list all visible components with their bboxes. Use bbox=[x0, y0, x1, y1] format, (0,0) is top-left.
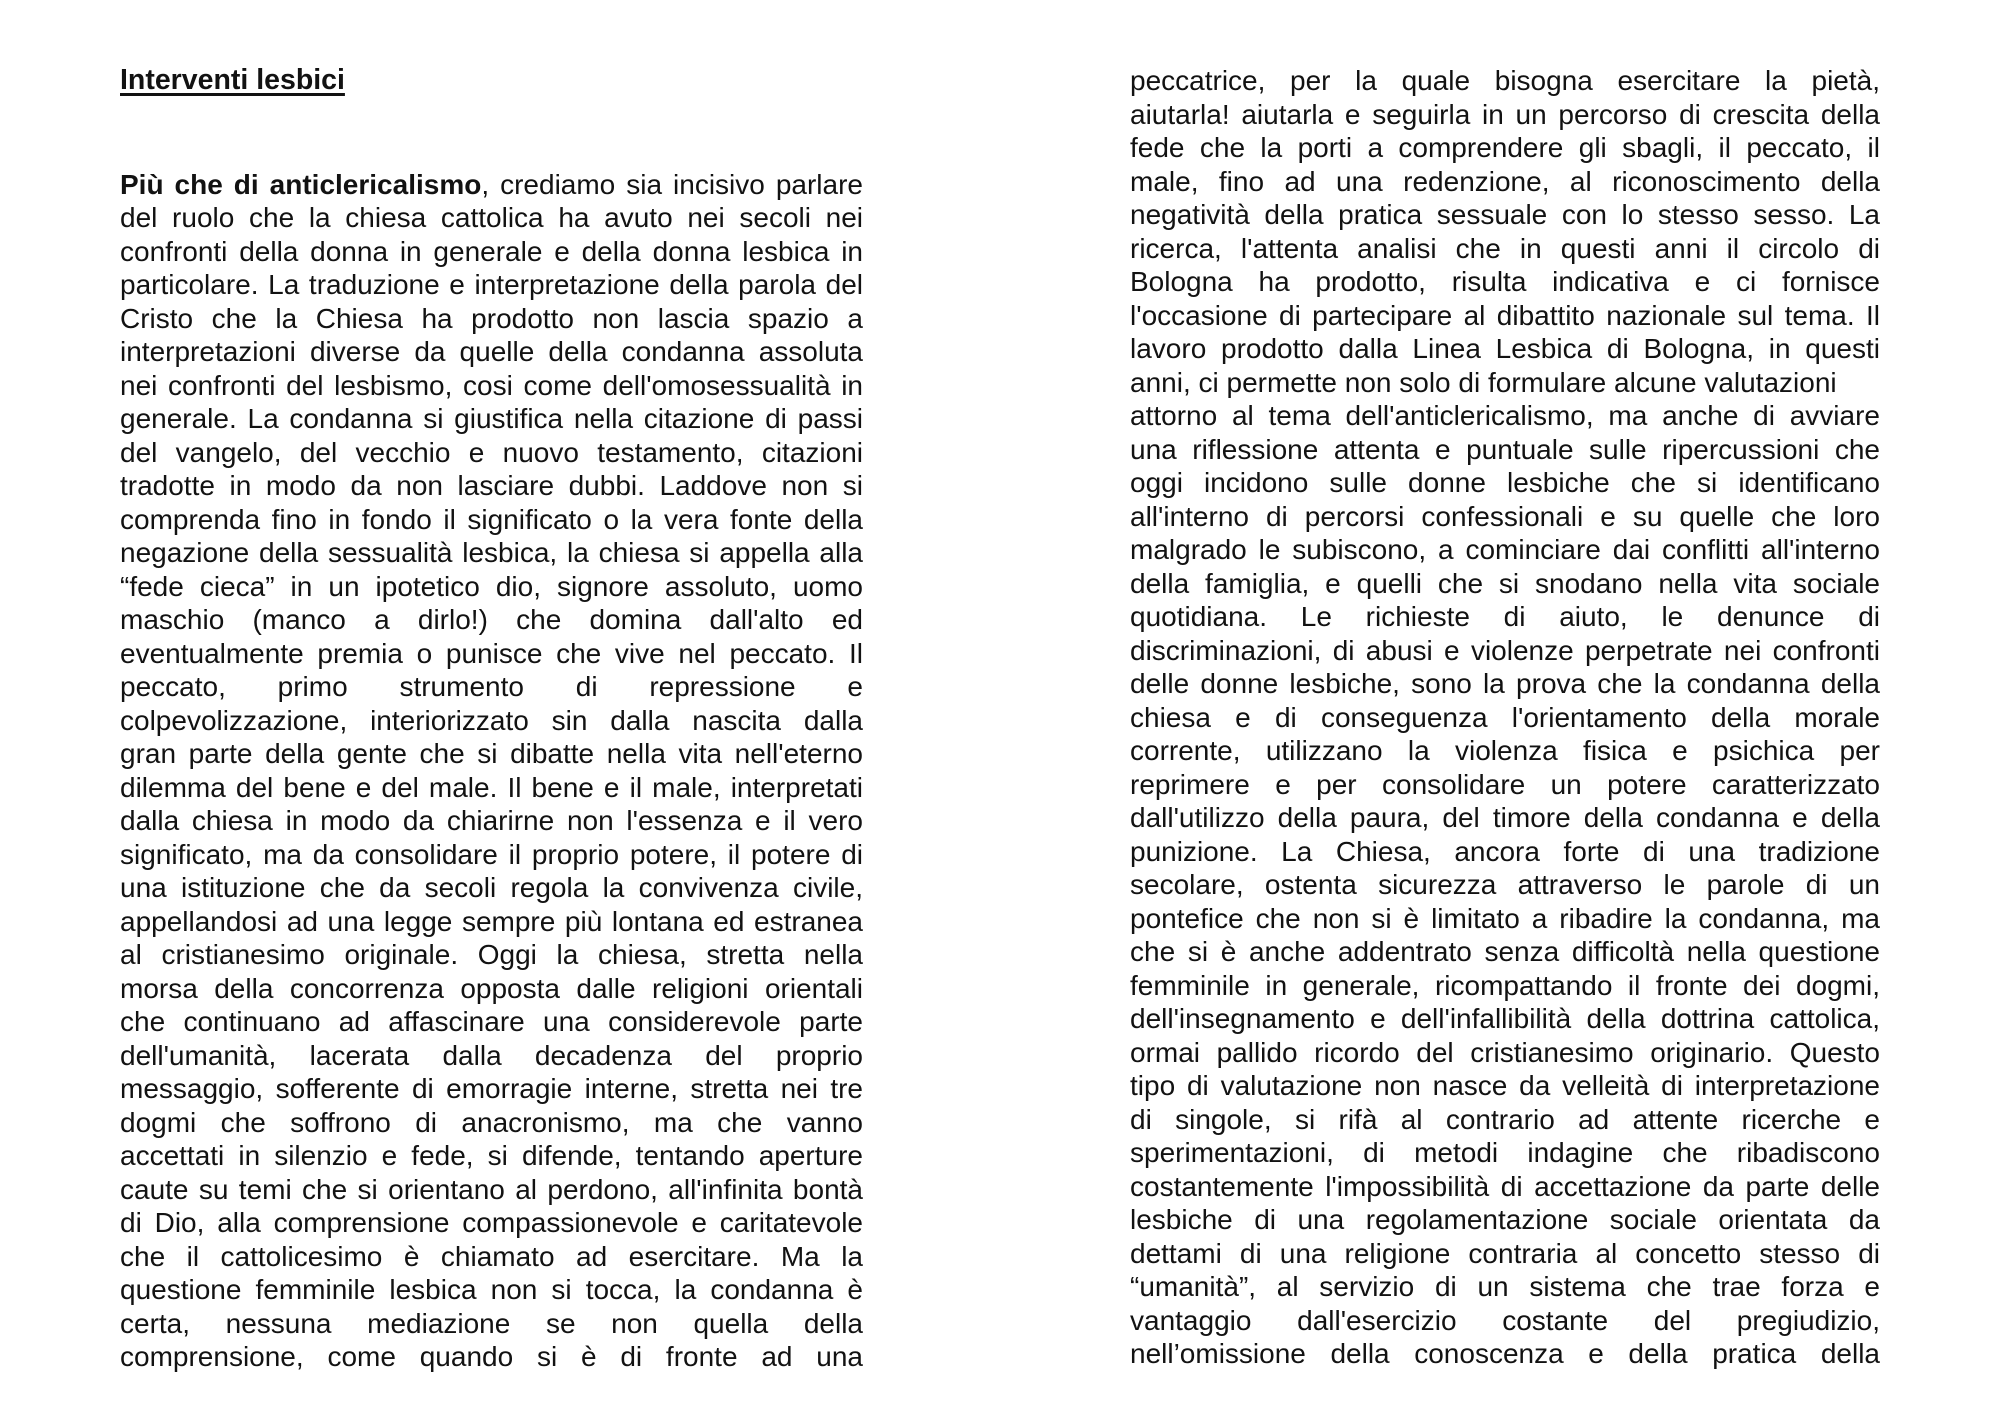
right-column bbox=[1130, 64, 1880, 1371]
text-line: Bologna ha prodotto, risulta indicativa e ci fornisce bbox=[1130, 266, 1880, 297]
section-heading-text: Interventi lesbici bbox=[120, 64, 345, 96]
text-line: punizione. La Chiesa, ancora forte di una tradizione bbox=[1130, 835, 1880, 867]
text-line: interpretazioni diverse da quelle della condanna assoluta bbox=[120, 336, 863, 367]
text-line: ormai pallido ricordo del cristianesimo originario. Questo bbox=[1130, 1036, 1880, 1068]
text-line: anni, ci permette non solo di formulare alcune valutazioni bbox=[1130, 366, 1837, 398]
text-line: l'occasione di partecipare al dibattito nazionale sul tema. Il bbox=[1130, 299, 1880, 331]
text-line: chiesa e di conseguenza l'orientamento della morale bbox=[1130, 701, 1880, 733]
text-line: accettati in silenzio e fede, si difende, tentando aperture bbox=[120, 1140, 863, 1171]
text-line: malgrado le subiscono, a cominciare dai conflitti all'interno bbox=[1130, 534, 1880, 565]
text-line: gran parte della gente che si dibatte nella vita nell'eterno bbox=[120, 738, 863, 769]
text-line: confronti della donna in generale e della donna lesbica in bbox=[120, 235, 863, 267]
text-line: secolare, ostenta sicurezza attraverso le parole di un bbox=[1130, 869, 1880, 900]
text-line: male, fino ad una redenzione, al riconoscimento della bbox=[1130, 165, 1880, 197]
left-column-text bbox=[120, 168, 863, 1374]
text-line: attorno al tema dell'anticlericalismo, ma anche di avviare bbox=[1130, 400, 1880, 431]
text-line: peccato, primo strumento di repressione e bbox=[120, 671, 863, 702]
text-line: della famiglia, e quelli che si snodano nella vita sociale bbox=[1130, 567, 1880, 599]
text-line: oggi incidono sulle donne lesbiche che si identificano bbox=[1130, 467, 1880, 498]
text-line: costantemente l'impossibilità di accettazione da parte delle bbox=[1130, 1170, 1880, 1202]
text-line: “umanità”, al servizio di un sistema che trae forza e bbox=[1130, 1271, 1880, 1302]
text-line: dall'utilizzo della paura, del timore della condanna e della bbox=[1130, 802, 1880, 833]
text-line: tipo di valutazione non nasce da velleità di interpretazione bbox=[1130, 1070, 1880, 1101]
text-line: morsa della concorrenza opposta dalle religioni orientali bbox=[120, 972, 863, 1004]
text-line: peccatrice, per la quale bisogna esercitare la pietà, bbox=[1130, 65, 1880, 96]
text-line: vantaggio dall'esercizio costante del pregiudizio, bbox=[1130, 1304, 1880, 1336]
text-line: maschio (manco a dirlo!) che domina dall'alto ed bbox=[120, 604, 863, 635]
text-line: lesbiche di una regolamentazione sociale orientata da bbox=[1130, 1204, 1880, 1235]
text-line: significato, ma da consolidare il proprio potere, il potere di bbox=[120, 838, 863, 870]
text-line: al cristianesimo originale. Oggi la chiesa, stretta nella bbox=[120, 939, 863, 970]
text-line: messaggio, sofferente di emorragie interne, stretta nei tre bbox=[120, 1073, 863, 1104]
text-line: reprimere e per consolidare un potere caratterizzato bbox=[1130, 768, 1880, 800]
text-line: negazione della sessualità lesbica, la chiesa si appella alla bbox=[120, 537, 863, 568]
left-column bbox=[120, 64, 863, 1374]
text-line: comprensione, come quando si è di fronte ad una bbox=[120, 1341, 863, 1372]
text-line: dilemma del bene e del male. Il bene e il male, interpretati bbox=[120, 771, 863, 803]
text-line: eventualmente premia o punisce che vive nel peccato. Il bbox=[120, 637, 863, 669]
text-line: che si è anche addentrato senza difficoltà nella questione bbox=[1130, 936, 1880, 967]
text-line: del ruolo che la chiesa cattolica ha avuto nei secoli nei bbox=[120, 202, 863, 233]
text-line: colpevolizzazione, interiorizzato sin dalla nascita dalla bbox=[120, 704, 863, 736]
text-line: sperimentazioni, di metodi indagine che ribadiscono bbox=[1130, 1137, 1880, 1168]
text-line: tradotte in modo da non lasciare dubbi. Laddove non si bbox=[120, 470, 863, 501]
text-line: una riflessione attenta e puntuale sulle ripercussioni che bbox=[1130, 433, 1880, 465]
text-line: Più che di anticlericalismo, crediamo sia incisivo parlare bbox=[120, 168, 863, 200]
text-line: pontefice che non si è limitato a ribadire la condanna, ma bbox=[1130, 902, 1880, 934]
text-line: dettami di una religione contraria al concetto stesso di bbox=[1130, 1237, 1880, 1269]
text-line: del vangelo, del vecchio e nuovo testamento, citazioni bbox=[120, 436, 863, 468]
text-line: lavoro prodotto dalla Linea Lesbica di Bologna, in questi bbox=[1130, 333, 1880, 364]
text-line: nell’omissione della conoscenza e della pratica della bbox=[1130, 1338, 1880, 1369]
text-line: all'interno di percorsi confessionali e su quelle che loro bbox=[1130, 500, 1880, 532]
text-line: dell'umanità, lacerata dalla decadenza del proprio bbox=[120, 1039, 863, 1071]
text-line: negatività della pratica sessuale con lo stesso sesso. La bbox=[1130, 199, 1880, 230]
text-line: che continuano ad affascinare una considerevole parte bbox=[120, 1006, 863, 1037]
text-line: comprenda fino in fondo il significato o la vera fonte della bbox=[120, 503, 863, 535]
text-line: che il cattolicesimo è chiamato ad esercitare. Ma la bbox=[120, 1240, 863, 1272]
text-line: certa, nessuna mediazione se non quella della bbox=[120, 1307, 863, 1339]
text-line: aiutarla! aiutarla e seguirla in un percorso di crescita della bbox=[1130, 98, 1880, 130]
text-line: di Dio, alla comprensione compassionevole e caritatevole bbox=[120, 1207, 863, 1238]
text-line: discriminazioni, di abusi e violenze perpetrate nei confronti bbox=[1130, 634, 1880, 666]
text-line: appellandosi ad una legge sempre più lontana ed estranea bbox=[120, 905, 863, 937]
text-line: una istituzione che da secoli regola la convivenza civile, bbox=[120, 872, 863, 903]
text-line: quotidiana. Le richieste di aiuto, le denunce di bbox=[1130, 601, 1880, 632]
text-line: di singole, si rifà al contrario ad attente ricerche e bbox=[1130, 1103, 1880, 1135]
text-line: dogmi che soffrono di anacronismo, ma che vanno bbox=[120, 1106, 863, 1138]
text-line: nei confronti del lesbismo, cosi come dell'omosessualità in bbox=[120, 369, 863, 401]
right-column-text bbox=[1130, 64, 1880, 1371]
text-line: delle donne lesbiche, sono la prova che la condanna della bbox=[1130, 668, 1880, 699]
text-line: “fede cieca” in un ipotetico dio, signore assoluto, uomo bbox=[120, 570, 863, 602]
text-line: caute su temi che si orientano al perdono, all'infinita bontà bbox=[120, 1173, 863, 1205]
text-line: particolare. La traduzione e interpretazione della parola del bbox=[120, 269, 863, 300]
text-line: fede che la porti a comprendere gli sbagli, il peccato, il bbox=[1130, 132, 1880, 163]
text-line: dell'insegnamento e dell'infallibilità della dottrina cattolica, bbox=[1130, 1003, 1880, 1034]
text-line: corrente, utilizzano la violenza fisica e psichica per bbox=[1130, 735, 1880, 766]
text-line: questione femminile lesbica non si tocca, la condanna è bbox=[120, 1274, 863, 1305]
text-line: dalla chiesa in modo da chiarirne non l'essenza e il vero bbox=[120, 805, 863, 836]
text-line: Cristo che la Chiesa ha prodotto non lascia spazio a bbox=[120, 302, 863, 334]
text-line: femminile in generale, ricompattando il fronte dei dogmi, bbox=[1130, 969, 1880, 1001]
text-line: ricerca, l'attenta analisi che in questi anni il circolo di bbox=[1130, 232, 1880, 264]
section-heading bbox=[120, 64, 863, 98]
text-line: generale. La condanna si giustifica nella citazione di passi bbox=[120, 403, 863, 434]
